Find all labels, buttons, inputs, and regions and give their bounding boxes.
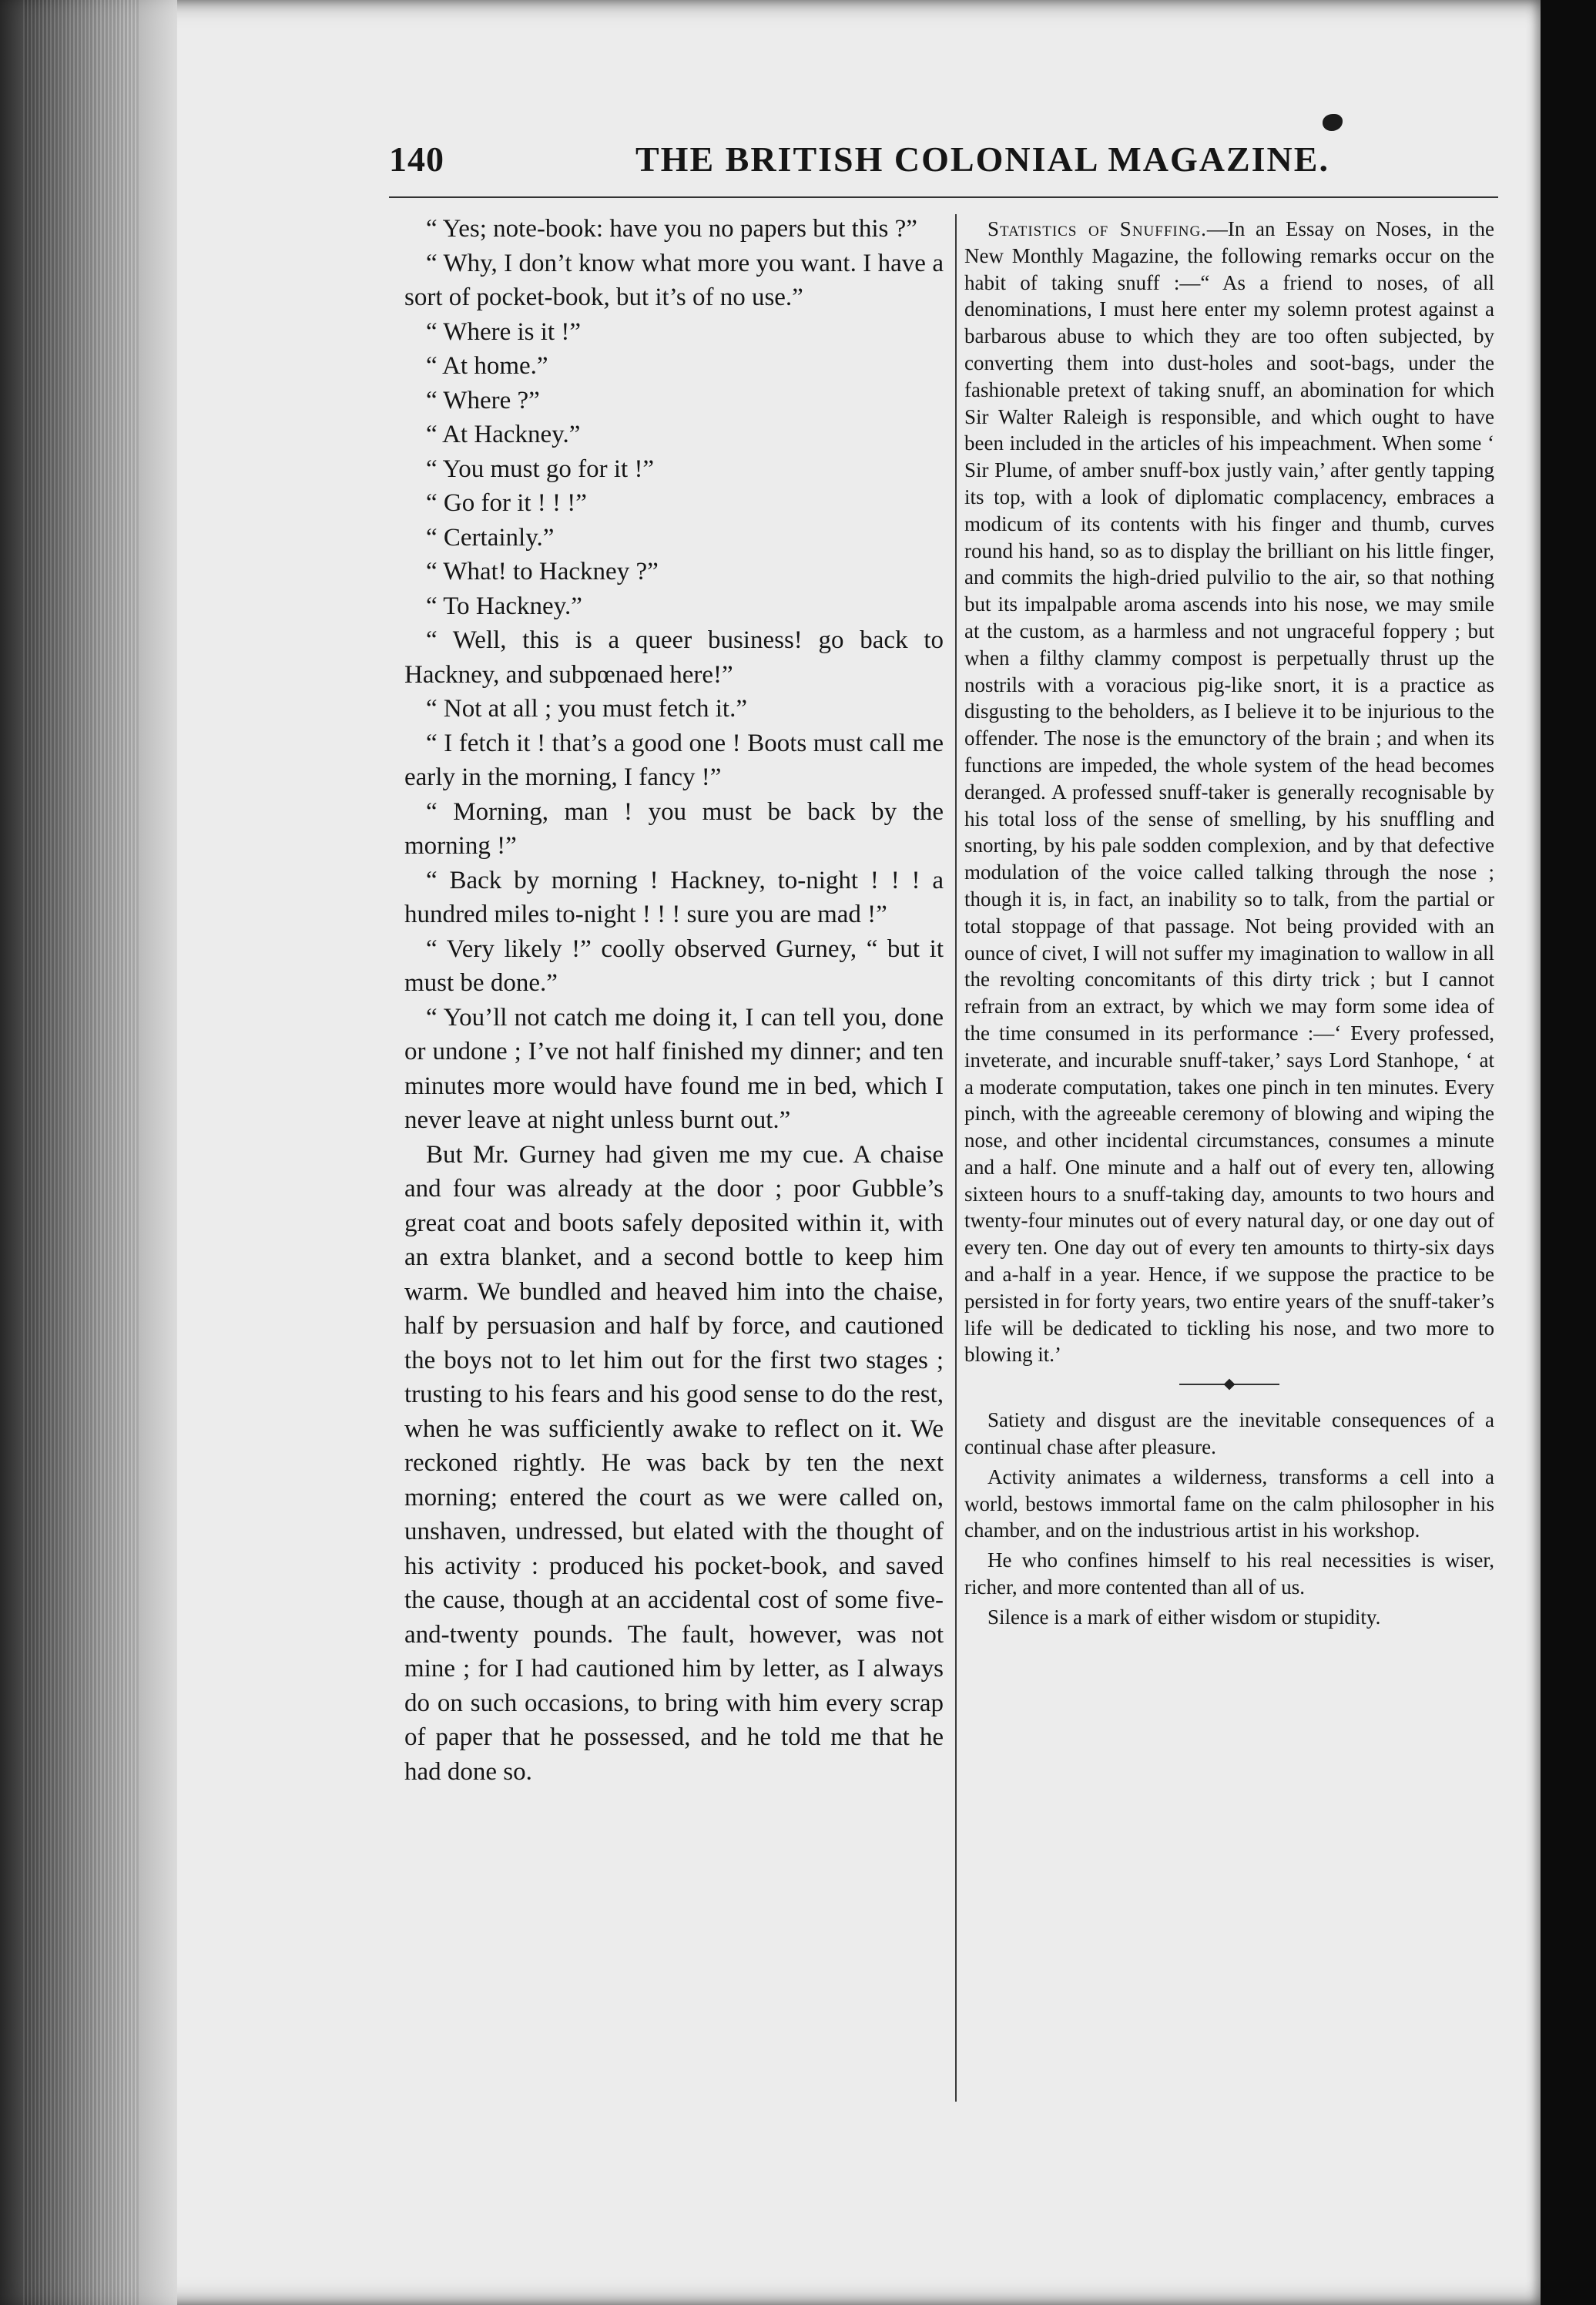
maxim: Satiety and disgust are the inevitable consequences of a continual chase after pleasure. — [964, 1408, 1494, 1459]
paragraph: “ Morning, man ! you must be back by the morning !” — [404, 797, 944, 860]
section-ornament — [1179, 1379, 1279, 1390]
scan-edge — [1541, 0, 1596, 2305]
paragraph: “ You must go for it !” — [426, 455, 655, 483]
maxim: Activity animates a wilderness, transforms a cell into a world, bestows immortal fame on the calm philosopher in his chamber, and on the industrious artist in his workshop. — [964, 1465, 1494, 1542]
left-column — [404, 212, 944, 2107]
paragraph: “ Back by morning ! Hackney, to-night ! ! ! a hundred miles to-night ! ! ! sure you are mad !” — [404, 866, 944, 928]
paragraph: “ Not at all ; you must fetch it.” — [426, 695, 747, 723]
maxim: Silence is a mark of either wisdom or stupidity. — [987, 1605, 1381, 1629]
paragraph: “ Very likely !” coolly observed Gurney, “ but it must be done.” — [404, 934, 944, 997]
paragraph: “ Go for it ! ! !” — [426, 489, 587, 517]
paragraph: “ Well, this is a queer business! go back to Hackney, and subpœnaed here!” — [404, 626, 944, 689]
paragraph: “ To Hackney.” — [426, 592, 582, 620]
article-paragraph — [964, 216, 1494, 1368]
paragraph: “ Certainly.” — [426, 523, 555, 552]
page-number: 140 — [389, 139, 444, 179]
paragraph: “ At home.” — [426, 352, 548, 380]
ink-blot — [1323, 114, 1343, 131]
article-heading: Statistics of Snuffing. — [987, 217, 1207, 240]
right-column — [964, 216, 1494, 2111]
page-edges — [23, 0, 139, 2305]
header-rule — [389, 196, 1498, 198]
paragraph: “ I fetch it ! that’s a good one ! Boots must call me early in the morning, I fancy !” — [404, 729, 944, 791]
running-title: THE BRITISH COLONIAL MAGAZINE. — [635, 139, 1329, 179]
paragraph: “ You’ll not catch me doing it, I can tell you, done or undone ; I’ve not half finished my dinner; and ten minutes more would have found me in bed, which I never leave at night unless burnt out.” — [404, 1003, 944, 1134]
page-header — [389, 139, 1510, 193]
paragraph: “ Yes; note-book: have you no papers but this ?” — [426, 215, 917, 243]
paragraph: “ Why, I don’t know what more you want. I have a sort of pocket-book, but it’s of no use.” — [404, 249, 944, 311]
paragraph: “ Where is it !” — [426, 317, 581, 346]
article-body: —In an Essay on Noses, in the New Monthly Magazine, the following remarks occur on the habit of taking snuff :—“ As a friend to noses, of all denominations, I must here enter my solemn protest against a barbarous abuse to which they are too often subjected, by converting them into dust-holes and soot-bags, under the fashionable pretext of taking snuff, an abomination for which Sir Walter Raleigh is responsible, and which ought to have been included in the articles of his impeachment. When some ‘ Sir Plume, of amber snuff-box justly vain,’ after gently tapping its top, with a look of diplomatic complacency, embraces a modicum of its contents with his finger and thumb, curves round his hand, so as to display the brilliant on his little finger, and commits the high-dried pulvilio to the air, so that nothing but its impalpable aroma ascends into his nose, we may smile at the custom, as a harmless and not ungraceful foppery ; but when a filthy clammy compost is perpetually thrust up the nostrils with a voracious pig-like snort, it is a practice as disgusting to the beholders, as I believe it to be injurious to the offender. The nose is the emunctory of the brain ; and when its functions are impeded, the whole system of the head becomes deranged. A professed snuff-taker is generally recognisable by his total loss of the sense of smelling, by his snuffling and snorting, by his pale sodden complexion, and by that defective modulation of the voice called talking through the nose ; though it is, in fact, an inability so to talk, from the partial or total stoppage of that passage. Not being provided with an ounce of civet, I will not suffer my imagination to wallow in all the revolting concomitants of this dirty trick ; but I cannot refrain from an extract, by which we may form some idea of the time consumed in its performance :—‘ Every professed, inveterate, and incurable snuff-taker,’ says Lord Stanhope, ‘ at a moderate computation, takes one pinch in ten minutes. Every pinch, with the agreeable ceremony of blowing and wiping the nose, and other incidental circumstances, consumes a minute and a half. One minute and a half out of every ten, allowing sixteen hours to a snuff-taking day, amounts to two hours and twenty-four minutes out of every natural day, or one day out of every ten. One day out of every ten amounts to thirty-six days and a-half in a year. Hence, if we suppose the practice to be persisted in for forty years, two entire years of the snuff-taker’s life will be dedicated to tickling his nose, and two more to blowing it.’ — [964, 217, 1494, 1367]
paragraph: “ Where ?” — [426, 386, 540, 414]
maxim: He who confines himself to his real necessities is wiser, richer, and more contented than all of us. — [964, 1548, 1494, 1599]
column-divider — [955, 214, 957, 2102]
paragraph: But Mr. Gurney had given me my cue. A chaise and four was already at the door ; poor Gubble’s great coat and boots safely deposited within it, with an extra blanket, and a second bottle to keep him warm. We bundled and heaved him into the chaise, half by persuasion and half by force, and cautioned the boys not to let him out for the first two stages ; trusting to his fears and his good sense to do the rest, when he was sufficiently awake to reflect on it. We reckoned rightly. He was back by ten the next morning; entered the court as we were called on, unshaven, undressed, but elated with the thought of his activity : produced his pocket-book, and saved the cause, though at an accidental cost of some five-and-twenty pounds. The fault, however, was not mine ; for I had cautioned him by letter, as I always do on such occasions, to bring with him every scrap of paper that he possessed, and he told me that he had done so. — [404, 1140, 944, 1786]
paragraph: “ What! to Hackney ?” — [426, 558, 659, 585]
paragraph: “ At Hackney.” — [426, 421, 581, 448]
